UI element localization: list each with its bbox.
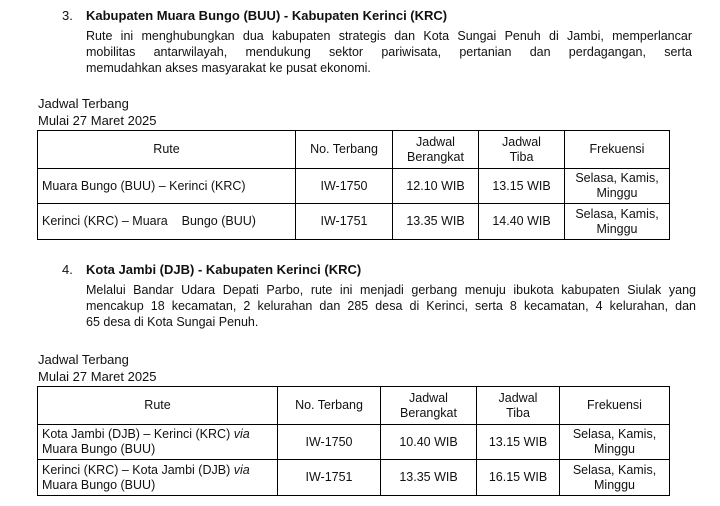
header-line: Jadwal <box>498 390 538 405</box>
header-line: Berangkat <box>400 405 457 420</box>
schedule-caption: Jadwal Terbang <box>38 352 129 367</box>
paragraph-line: mencakup 18 kecamatan, 2 kelurahan dan 285 desa di Kerinci, serta 8 kecamatan, 4 kelurahan, dan <box>86 299 696 313</box>
paragraph-line: Rute ini menghubungkan dua kabupaten strategis dan Kota Sungai Penuh di Jambi, memperlancar <box>86 29 692 43</box>
departure-cell: 12.10 WIB <box>393 169 479 204</box>
route-cell: Kerinci (KRC) – Muara Bungo (BUU) <box>38 204 296 240</box>
route-via: via <box>233 462 250 477</box>
section-3-number: 3. <box>62 8 73 23</box>
col-header-frequency: Frekuensi <box>565 131 670 169</box>
start-date-caption: Mulai 27 Maret 2025 <box>38 113 157 128</box>
section-3-title: Kabupaten Muara Bungo (BUU) - Kabupaten Kerinci (KRC) <box>86 8 448 23</box>
paragraph-line: Melalui Bandar Udara Depati Parbo, rute ini menjadi gerbang menuju ibukota kabupaten Siulak yang <box>86 283 696 297</box>
header-line: Tiba <box>509 149 534 164</box>
arrival-cell: 16.15 WIB <box>477 460 560 496</box>
col-header-flight-no: No. Terbang <box>296 131 393 169</box>
route-line: Muara Bungo (BUU) <box>42 477 156 492</box>
col-header-departure <box>393 131 479 169</box>
col-header-flight-no: No. Terbang <box>278 387 381 425</box>
table-row <box>38 460 670 496</box>
route-cell <box>38 460 278 496</box>
col-header-departure <box>381 387 477 425</box>
frequency-line: Minggu <box>596 221 638 236</box>
section-4-paragraph <box>86 282 696 330</box>
schedule-table-4 <box>37 386 670 496</box>
col-header-route: Rute <box>38 131 296 169</box>
route-line <box>42 463 273 478</box>
header-line: Jadwal <box>409 390 448 405</box>
frequency-cell <box>565 204 670 240</box>
flight-no-cell: IW-1750 <box>278 425 381 460</box>
frequency-cell <box>565 169 670 204</box>
frequency-cell <box>560 460 670 496</box>
section-4-title: Kota Jambi (DJB) - Kabupaten Kerinci (KRC) <box>86 262 362 277</box>
col-header-arrival <box>477 387 560 425</box>
route-line: Muara Bungo (BUU) <box>42 442 156 456</box>
frequency-line: Selasa, Kamis, <box>572 427 657 441</box>
schedule-table-3 <box>37 130 670 240</box>
route-cell <box>38 425 278 460</box>
arrival-cell: 13.15 WIB <box>479 169 565 204</box>
col-header-arrival <box>479 131 565 169</box>
frequency-line: Selasa, Kamis, <box>572 462 657 477</box>
section-3-paragraph <box>86 28 692 76</box>
header-line: Berangkat <box>407 149 464 164</box>
frequency-line: Minggu <box>594 477 635 492</box>
frequency-cell <box>560 425 670 460</box>
header-line: Tiba <box>506 405 530 420</box>
frequency-line: Minggu <box>594 442 635 456</box>
section-4-number: 4. <box>62 262 73 277</box>
start-date-caption: Mulai 27 Maret 2025 <box>38 369 157 384</box>
header-line: Jadwal <box>416 134 455 149</box>
col-header-frequency: Frekuensi <box>560 387 670 425</box>
frequency-line: Minggu <box>596 186 638 200</box>
table-row <box>38 204 670 240</box>
table-row <box>38 169 670 204</box>
paragraph-line: mobilitas antarwilayah, mendukung sektor pariwisata, pertanian dan perdagangan, serta <box>86 45 692 59</box>
table-row <box>38 425 670 460</box>
frequency-line: Selasa, Kamis, <box>575 206 659 221</box>
arrival-cell: 14.40 WIB <box>479 204 565 240</box>
paragraph-line: 65 desa di Kota Sungai Penuh. <box>86 315 259 329</box>
flight-no-cell: IW-1750 <box>296 169 393 204</box>
route-via: via <box>233 427 250 441</box>
table-header-row <box>38 131 670 169</box>
flight-no-cell: IW-1751 <box>296 204 393 240</box>
route-text: Kota Jambi (DJB) – Kerinci (KRC) <box>42 427 234 441</box>
col-header-route: Rute <box>38 387 278 425</box>
arrival-cell: 13.15 WIB <box>477 425 560 460</box>
table-header-row <box>38 387 670 425</box>
departure-cell: 13.35 WIB <box>393 204 479 240</box>
departure-cell: 10.40 WIB <box>381 425 477 460</box>
header-line: Jadwal <box>502 134 541 149</box>
route-line <box>42 427 273 442</box>
route-text: Kerinci (KRC) – Kota Jambi (DJB) <box>42 462 234 477</box>
route-cell: Muara Bungo (BUU) – Kerinci (KRC) <box>38 169 296 204</box>
paragraph-line: memudahkan akses masyarakat ke pusat ekonomi. <box>86 61 371 75</box>
frequency-line: Selasa, Kamis, <box>575 171 659 185</box>
schedule-caption: Jadwal Terbang <box>38 96 129 111</box>
flight-no-cell: IW-1751 <box>278 460 381 496</box>
departure-cell: 13.35 WIB <box>381 460 477 496</box>
